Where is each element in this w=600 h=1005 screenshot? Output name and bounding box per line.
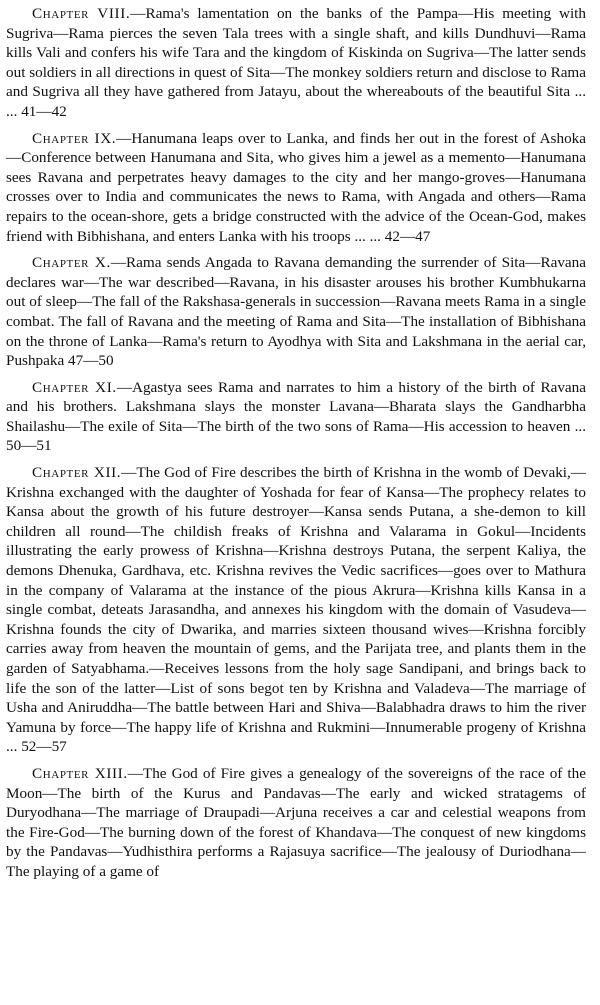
chapter-13-entry: [6, 764, 586, 882]
chapter-summary: —The God of Fire describes the birth of Krishna in the womb of Devaki,—Krishna exchanged with the daughter of Yoshada for fear of Kansa—The prophecy relates to Kansa about the growth of his future destroyer—Kansa sends Putana, a she-demon to kill children all round—The childish freaks of Krishna and Valarama in Gokul—Incidents illustrating the early prowess of Krishna—Krishna destroys Putana, the serpent Kaliya, the demons Dhenuka, Gardhava, etc. Krishna revives the Vedic sacrifices—goes over to Mathura in the company of Valarama at the instance of the pious Akrura—Krishna kills Kansa in a single combat, deteats Jarasandha, and annexes his kingdom with the domain of Vasudeva—Krishna founds the city of Dwarika, and marries sixteen thousand wives—Krishna forcibly carries away from heaven the mountain of gems, and the Parijata tree, and plants them in the garden of Satyabhama.—Receives lessons from the holy sage Sandipani, and brings back to life the son of the latter—List of sons begot ten by Krishna and Valadeva—The marriage of Usha and Aniruddha—The battle between Hari and Shiva—Balabhadra draws to him the river Yamuna by force—The happy life of Krishna and Rukmini—Innumerable progeny of Krishna ...: [6, 464, 586, 756]
chapter-label: Chapter XIII.: [32, 764, 128, 782]
chapter-summary: —Agastya sees Rama and narrates to him a history of the birth of Ravana and his brothers. Lakshmana slays the monster Lavana—Bharata slays the Gandharbha Shailashu—The exile of Sita—The birth of the two sons of Rama—His accession to heaven ...: [6, 378, 587, 435]
page-range: 52—57: [21, 738, 67, 756]
chapter-label: Chapter IX.: [32, 129, 117, 147]
chapter-10-entry: [6, 253, 586, 371]
chapter-label: Chapter XI.: [32, 378, 117, 396]
chapter-summary: —Rama's lamentation on the banks of the Pampa—His meeting with Sugriva—Rama pierces the seven Tala trees with a single shaft, and kills Dundhuvi—Rama kills Vali and confers his wife Tara and the kingdom of Kiskinda on Sugriva—The latter sends out soldiers in all directions in quest of Sita—The monkey soldiers return and disclose to Rama and Sugriva all they have gathered from Jatayu, about the whereabouts of the beautiful Sita ... ...: [6, 5, 586, 120]
chapter-label: Chapter VIII.: [32, 5, 131, 22]
chapter-label: Chapter X.: [32, 254, 111, 272]
page-range: 42—47: [384, 227, 431, 245]
page-range: 47—50: [68, 352, 114, 370]
chapter-9-entry: [6, 129, 586, 247]
page-range: 50—51: [6, 437, 52, 455]
chapter-label: Chapter XII.: [32, 464, 122, 482]
chapter-summary: —The God of Fire gives a genealogy of the sovereigns of the race of the Moon—The birth of the Kurus and Pandavas—The early and wicked stratagems of Duryodhana—The marriage of Draupadi—Arjuna receives a car and celestial weapons from the Fire-God—The burning down of the forest of Khandava—The conquest of new kingdoms by the Pandavas—Yudhisthira performs a Rajasuya sacrifice—The jealousy of Duriodhana—The playing of a game of: [6, 764, 586, 880]
page-range: 41—42: [21, 102, 67, 120]
chapter-summary: —Rama sends Angada to Ravana demanding the surrender of Sita—Ravana declares war—The war described—Ravana, in his disaster arouses his brother Kumbhukarna out of sleep—The fall of the Rakshasa-generals in succession—Ravana meets Rama in a single combat. The fall of Ravana and the meeting of Rama and Sita—The installation of Bibhishana on the throne of Lanka—Rama's return to Ayodhya with Sita and Lakshmana in the aerial car, Pushpaka: [6, 254, 586, 370]
chapter-8-entry: [6, 4, 586, 122]
chapter-11-entry: [6, 378, 586, 456]
chapter-12-entry: [6, 463, 586, 757]
chapter-summary: —Hanumana leaps over to Lanka, and finds her out in the forest of Ashoka—Conference between Hanumana and Sita, who gives him a jewel as a memento—Hanumana sees Ravana and perpetrates heavy damages to the city and her mango-groves—Hanumana crosses over to India and communicates the news to Rama, with Angada and others—Rama repairs to the ocean-shore, gets a bridge constructed with the advice of the Ocean-God, makes friend with Bibhishana, and enters Lanka with his troops ... ...: [6, 129, 586, 245]
